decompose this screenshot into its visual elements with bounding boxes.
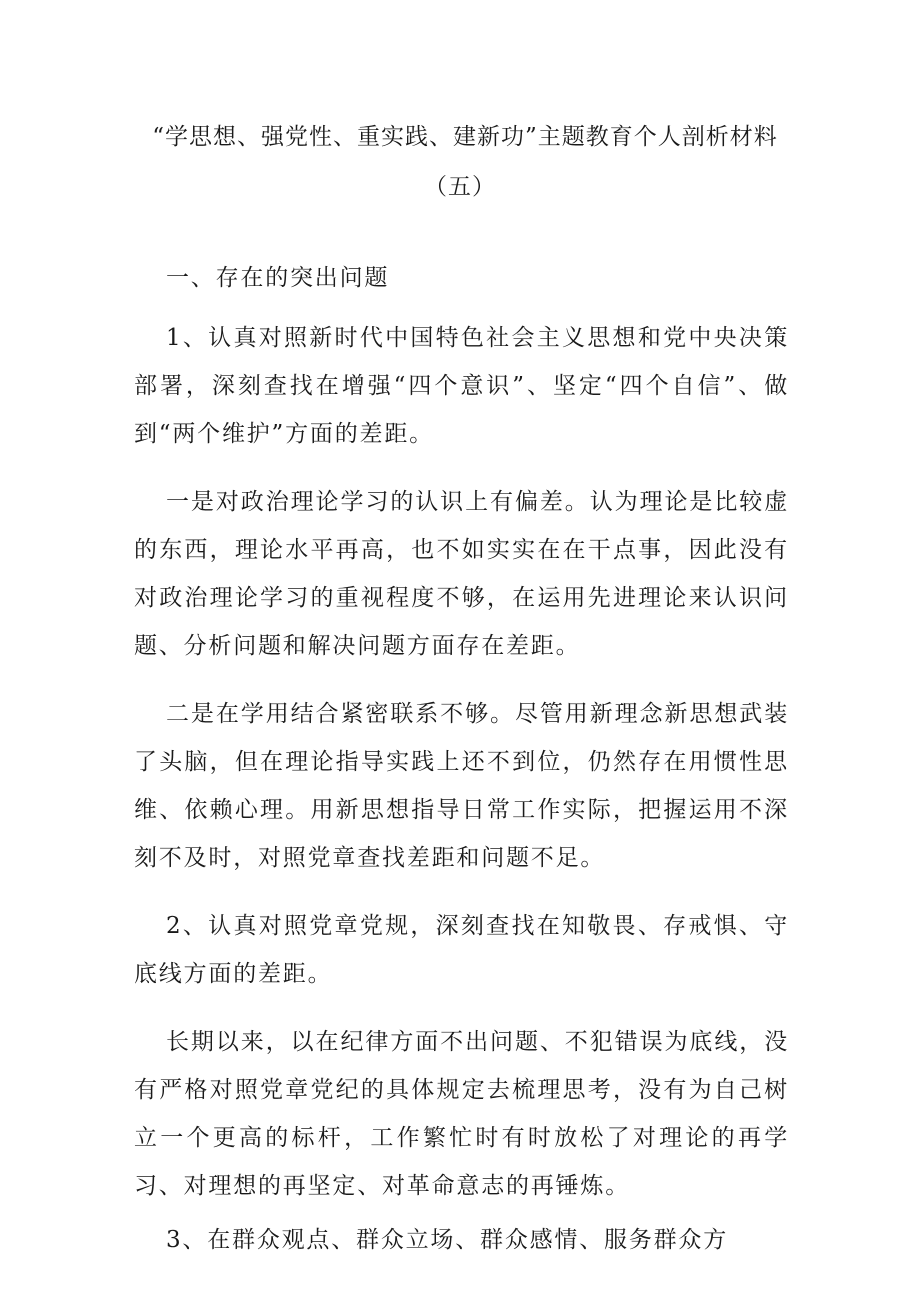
item-1: 1、认真对照新时代中国特色社会主义思想和党中央决策部署，深刻查找在增强“四个意识”、坚定“四个自信”、做到“两个维护”方面的差距。 — [134, 325, 789, 447]
paragraph-2: 二是在学用结合紧密联系不够。尽管用新理念新思想武装了头脑，但在理论指导实践上还不到位，仍然存在用惯性思维、依赖心理。用新思想指导日常工作实际，把握运用不深刻不及时，对照党章查找差距和问题不足。 — [134, 701, 789, 871]
item-3: 3、在群众观点、群众立场、群众感情、服务群众方 — [166, 1227, 729, 1253]
item-2: 2、认真对照党章党规，深刻查找在知敬畏、存戒惧、守底线方面的差距。 — [134, 913, 789, 987]
section-heading: 一、存在的突出问题 — [166, 265, 390, 291]
document-title: “学思想、强党性、重实践、建新功”主题教育个人剖析材料 — [152, 124, 778, 150]
paragraph-3: 长期以来，以在纪律方面不出问题、不犯错误为底线，没有严格对照党章党纪的具体规定去梳理思考，没有为自己树立一个更高的标杆，工作繁忙时有时放松了对理论的再学习、对理想的再坚定、对革命意志的再锤炼。 — [134, 1029, 789, 1199]
document-body — [134, 256, 789, 1284]
paragraph-1: 一是对政治理论学习的认识上有偏差。认为理论是比较虚的东西，理论水平再高，也不如实实在在干点事，因此没有对政治理论学习的重视程度不够，在运用先进理论来认识问题、分析问题和解决问题方面存在差距。 — [134, 489, 789, 659]
document-subtitle: （五） — [424, 174, 496, 200]
